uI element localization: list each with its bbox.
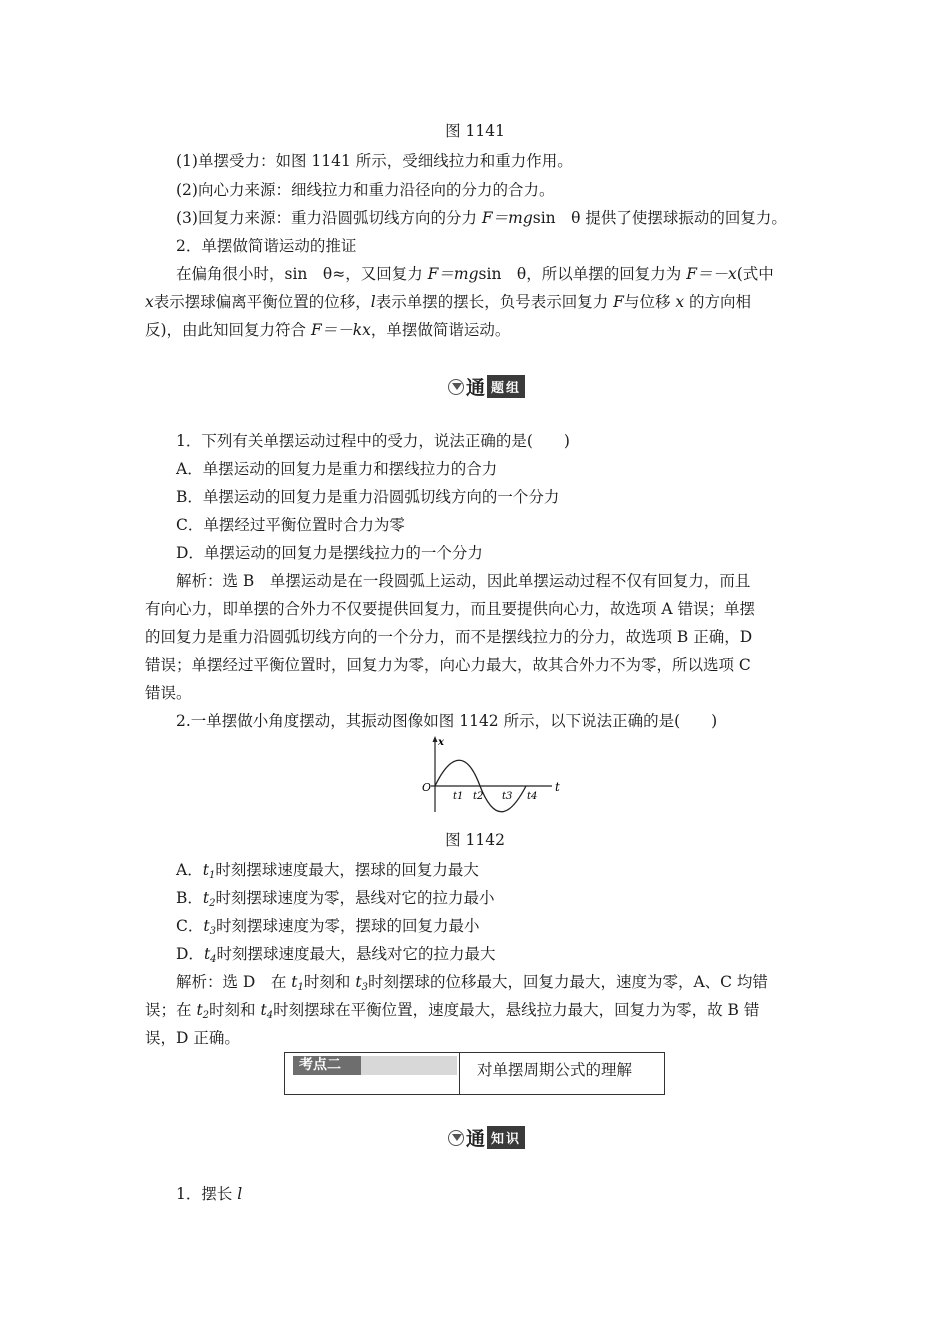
answer-line: 误，D 正确。 (145, 1029, 240, 1047)
option: A．单摆运动的回复力是重力和摆线拉力的合力 (176, 460, 498, 478)
y-axis-label: x (438, 737, 444, 748)
vibration-graph (418, 735, 568, 817)
answer-line: 误；在 $t_2$时刻和 $t_4$时刻摆球在平衡位置，速度最大，悬线拉力最大，回复力为零，故 B 错 (145, 1001, 760, 1021)
origin-label: O (422, 781, 432, 794)
option: B．单摆运动的回复力是重力沿圆弧切线方向的一个分力 (176, 488, 560, 506)
answer-line: 错误。 (145, 684, 192, 702)
badge-arrow-icon (452, 383, 462, 390)
tick-label: t2 (473, 791, 484, 802)
paragraph: 在偏角很小时，sin θ≈，又回复力 F＝mgsin θ，所以单摆的回复力为 F＝－x(式中 (176, 265, 774, 283)
kaodian-header (284, 1052, 665, 1095)
paragraph: x表示摆球偏离平衡位置的位移，l表示单摆的摆长，负号表示回复力 F与位移 x 的方向相 (145, 293, 752, 311)
paragraph: (3)回复力来源：重力沿圆弧切线方向的分力 F＝mgsin θ 提供了使摆球振动的回复力。 (176, 209, 787, 227)
figure-caption: 图 1142 (445, 831, 505, 849)
kaodian-title: 对单摆周期公式的理解 (477, 1061, 633, 1079)
option: D．$t_4$时刻摆球速度最大，悬线对它的拉力最大 (176, 945, 496, 965)
option: A．$t_1$时刻摆球速度最大，摆球的回复力最大 (176, 861, 479, 881)
figure-caption: 图 1141 (445, 122, 505, 140)
option: B．$t_2$时刻摆球速度为零，悬线对它的拉力最小 (176, 889, 495, 909)
tick-label: t1 (453, 791, 464, 802)
tick-label: t3 (502, 791, 513, 802)
y-axis-arrow-icon (433, 736, 438, 742)
badge-arrow-icon (452, 1134, 462, 1141)
badge-label: 知识 (487, 1126, 525, 1149)
question-stem: 2.一单摆做小角度摆动，其振动图像如图 1142 所示，以下说法正确的是( ) (176, 712, 718, 730)
kaodian-tag: 考点二 (293, 1056, 361, 1075)
tick-label: t4 (527, 791, 538, 802)
x-axis-label: t (555, 780, 560, 794)
option: D．单摆运动的回复力是摆线拉力的一个分力 (176, 544, 483, 562)
section-badge (452, 1126, 525, 1148)
answer-line: 的回复力是重力沿圆弧切线方向的一个分力，而不是摆线拉力的分力，故选项 B 正确，D (145, 628, 753, 646)
answer-line: 解析：选 D 在 $t_1$时刻和 $t_3$时刻摆球的位移最大，回复力最大，速度为零，A、C 均错 (176, 973, 768, 993)
badge-label: 题组 (487, 375, 525, 398)
answer-line: 错误；单摆经过平衡位置时，回复力为零，向心力最大，故其合外力不为零，所以选项 C (145, 656, 751, 674)
answer-line: 有向心力，即单摆的合外力不仅要提供回复力，而且要提供向心力，故选项 A 错误；单摆 (145, 600, 756, 618)
section-heading: 1．摆长 l (176, 1185, 243, 1203)
badge-main-char: 通 (466, 1127, 486, 1150)
question-stem: 1．下列有关单摆运动过程中的受力，说法正确的是( ) (176, 432, 570, 450)
section-badge (452, 375, 525, 397)
section-heading: 2．单摆做简谐运动的推证 (176, 237, 357, 255)
kaodian-tag-bar (361, 1056, 457, 1075)
divider (459, 1053, 460, 1095)
badge-main-char: 通 (466, 376, 486, 399)
answer-line: 解析：选 B 单摆运动是在一段圆弧上运动，因此单摆运动过程不仅有回复力，而且 (176, 572, 751, 590)
option: C．$t_3$时刻摆球速度为零，摆球的回复力最小 (176, 917, 480, 937)
paragraph: (1)单摆受力：如图 1141 所示，受细线拉力和重力作用。 (176, 152, 573, 170)
option: C．单摆经过平衡位置时合力为零 (176, 516, 405, 534)
paragraph: 反)，由此知回复力符合 F＝－kx，单摆做简谐运动。 (145, 321, 511, 339)
paragraph: (2)向心力来源：细线拉力和重力沿径向的分力的合力。 (176, 181, 555, 199)
